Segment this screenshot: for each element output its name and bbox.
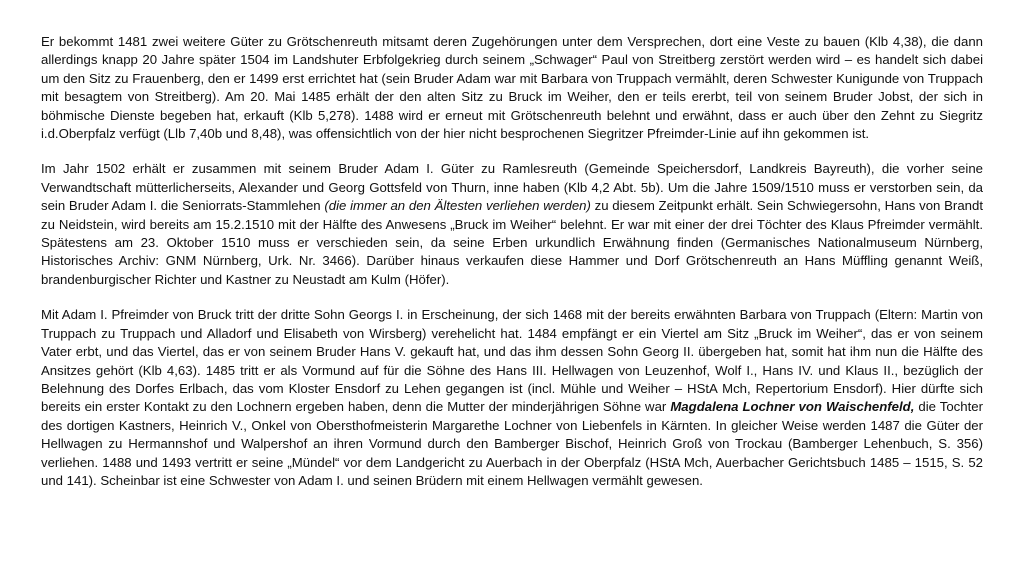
paragraph-3-text-a: Mit Adam I. Pfreimder von Bruck tritt der dritte Sohn Georgs I. in Erscheinung, der sich 1468 mit der bereits erwähnten Barbara von Truppach (Eltern: Martin von Truppach zu Truppach und Alladorf und Elisabeth von Wirsberg) verehelicht hat. 1484 empfängt er ein Viertel am Sitz „Bruck im Weiher“, das er von seinem Vater erbt, und das Viertel, das er von seinem Bruder Hans V. gekauft hat, und das ihm dessen Sohn Georg II. übergeben hat, somit hat ihm nun die Hälfte des Ansitzes gehört (Klb 4,63). 1485 tritt er als Vormund auf für die Söhne des Hans III. Hellwagen von Leuzenhof, Wolf I., Hans IV. und Klaus II., bezüglich der Belehnung des Dorfes Erlbach, das vom Kloster Ensdorf zu Lehen gegangen ist (incl. Mühle und Weiher – HStA Mch, Repertorium Ensdorf). Hier dürfte sich bereits ein erster Kontakt zu den Lochnern ergeben haben, denn die Mutter der minderjährigen Söhne war <box>41 307 983 415</box>
paragraph-3-text-b: die Tochter des dortigen Kastners, Heinrich V., Onkel von Obersthofmeisterin Margarethe Lochner von Liebenfels in Kärnten. In gleicher Weise werden 1487 die Güter der Hellwagen zu Hermannshof und Walpershof an ihren Vormund durch den Bamberger Bischof, Heinrich Groß von Trockau (Bamberger Lehenbuch, S. 356) verliehen. 1488 und 1493 vertritt er seine „Mündel“ vor dem Landgericht zu Auerbach in der Oberpfalz (HStA Mch, Auerbacher Gerichtsbuch 1485 – 1515, S. 52 und 141). Scheinbar ist eine Schwester von Adam I. und seinen Brüdern mit einem Hellwagen vermählt gewesen. <box>41 399 983 488</box>
paragraph-2-italic-note: (die immer an den Ältesten verliehen werden) <box>324 198 591 214</box>
paragraph-2 <box>41 160 983 289</box>
paragraph-1-text: Er bekommt 1481 zwei weitere Güter zu Grötschenreuth mitsamt deren Zugehörungen unter dem Versprechen, dort eine Veste zu bauen (Klb 4,38), die dann allerdings knapp 20 Jahre später 1504 im Landshuter Erbfolgekrieg durch seinem „Schwager“ Paul von Streitberg zerstört werden wird – es handelt sich dabei um den Sitz zu Frauenberg, den er 1499 erst errichtet hat (sein Bruder Adam war mit Barbara von Truppach vermählt, deren Schwester Kunigunde von Truppach mit besagtem von Streitberg). Am 20. Mai 1485 erhält der den alten Sitz zu Bruck im Weiher, den er teils ererbt, teil von seinem Bruder Jobst, der sich in böhmische Dienste begeben hat, erkauft (Klb 5,278). 1488 wird er erneut mit Grötschenreuth belehnt und erwähnt, dass er auch über den Zehnt zu Siegritz i.d.Oberpfalz verfügt (Llb 7,40b und 8,48), was offensichtlich von der hier nicht besprochenen Siegritzer Pfreimder-Linie auf ihn gekommen ist. <box>41 34 983 142</box>
paragraph-3 <box>41 306 983 490</box>
paragraph-2-text-b: zu diesem Zeitpunkt erhält. Sein Schwiegersohn, Hans von Brandt zu Neidstein, wird bereits am 15.2.1510 mit der Hälfte des Anwesens „Bruck im Weiher“ belehnt. Er war mit einer der drei Töchter des Klaus Pfreimder vermählt. Spätestens am 23. Oktober 1510 muss er verschieden sein, da seine Erben urkundlich Erwähnung finden (Germanisches Nationalmuseum Nürnberg, Historisches Archiv: GNM Nürnberg, Urk. Nr. 3466). Darüber hinaus verkaufen diese Hammer und Dorf Grötschenreuth an Hans Müffling genannt Weiß, brandenburgischer Richter und Kastner zu Neustadt am Kulm (Höfer). <box>41 198 983 287</box>
paragraph-3-bold-name: Magdalena Lochner von Waischenfeld, <box>670 399 915 415</box>
paragraph-1 <box>41 33 983 143</box>
paragraph-2-text-a: Im Jahr 1502 erhält er zusammen mit seinem Bruder Adam I. Güter zu Ramlesreuth (Gemeinde Speichersdorf, Landkreis Bayreuth), die vorher seine Verwandtschaft mütterlicherseits, Alexander und Georg Gottsfeld von Thurn, inne haben (Klb 4,2 Abt. 5b). Um die Jahre 1509/1510 muss er verstorben sein, da sein Bruder Adam I. die Seniorrats-Stammlehen <box>41 161 983 214</box>
